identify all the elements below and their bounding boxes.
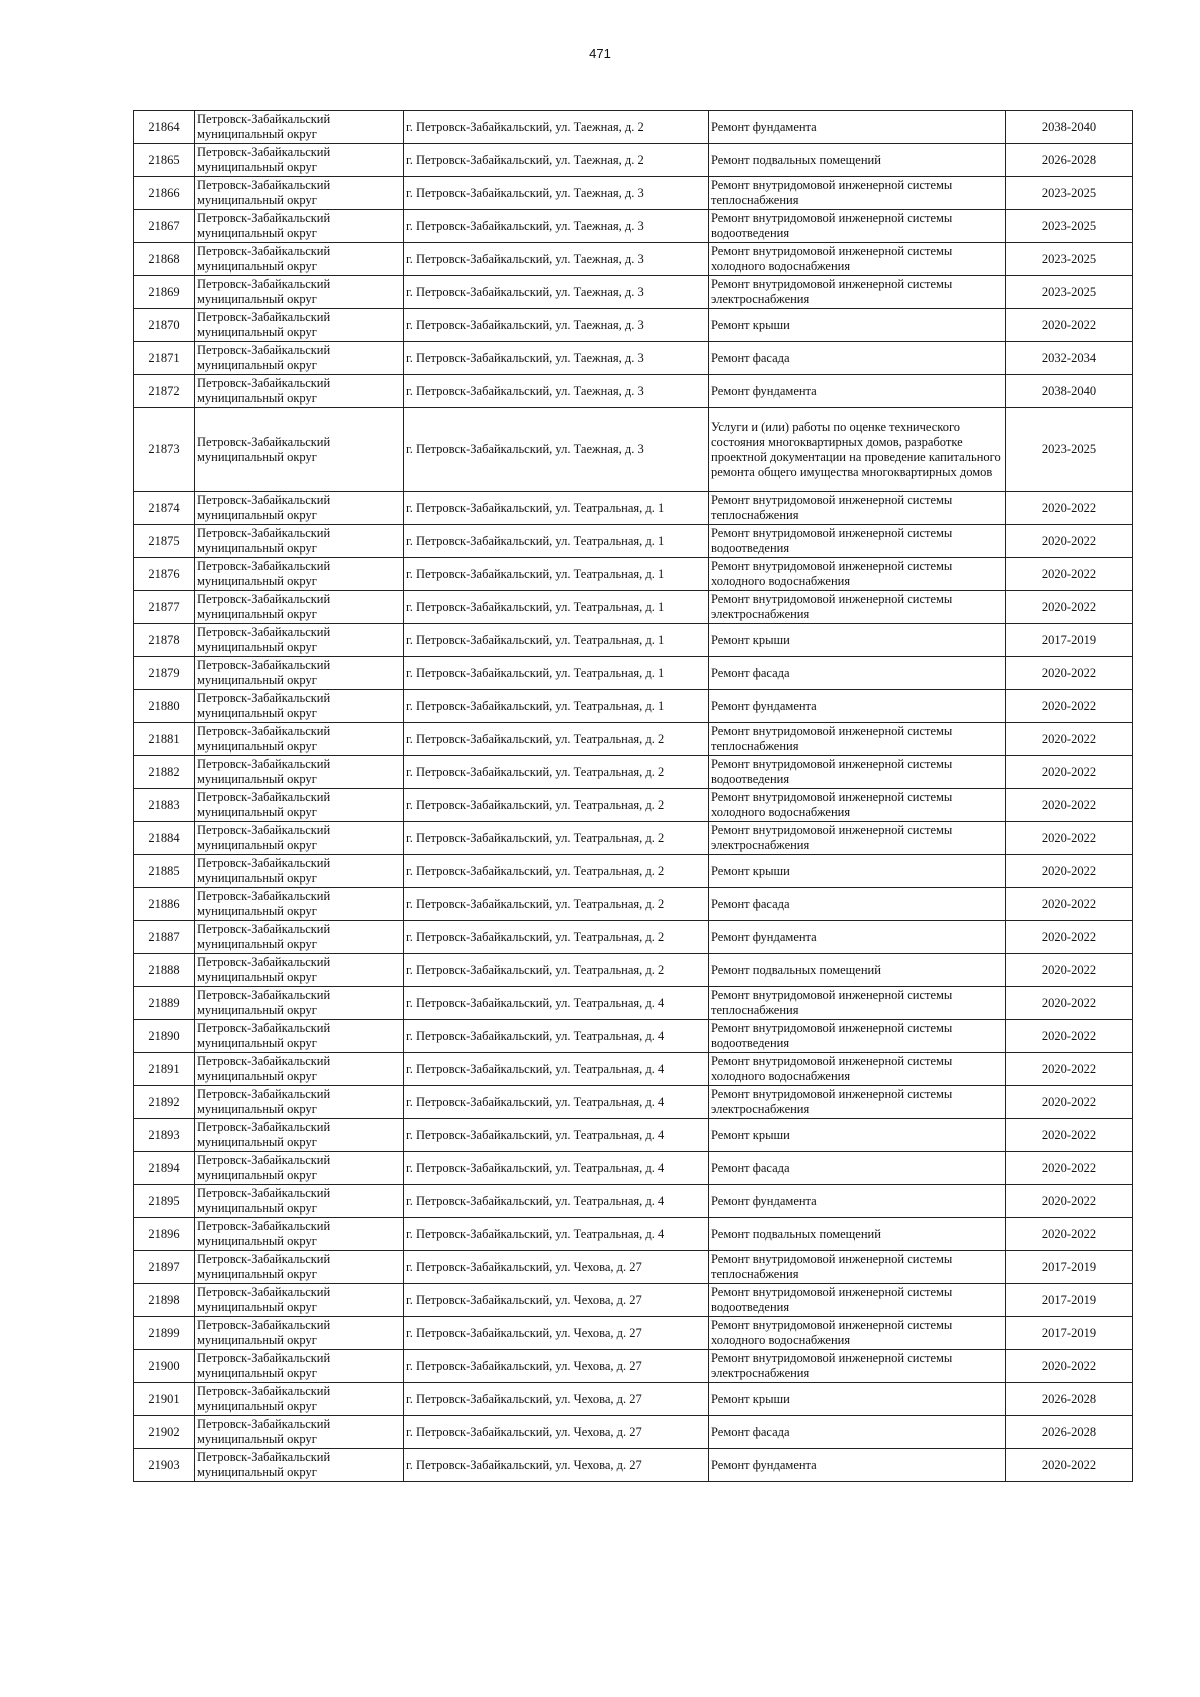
work-type-cell: Ремонт внутридомовой инженерной системы теплоснабжения	[709, 177, 1006, 210]
work-type-cell: Ремонт фасада	[709, 1416, 1006, 1449]
row-number-cell: 21893	[134, 1119, 195, 1152]
municipality-cell: Петровск-Забайкальский муниципальный округ	[195, 210, 404, 243]
work-type-cell: Ремонт крыши	[709, 309, 1006, 342]
municipality-cell: Петровск-Забайкальский муниципальный округ	[195, 657, 404, 690]
work-type-cell: Ремонт внутридомовой инженерной системы холодного водоснабжения	[709, 789, 1006, 822]
table-row	[134, 1119, 1133, 1152]
period-cell: 2020-2022	[1006, 1152, 1133, 1185]
municipality-cell: Петровск-Забайкальский муниципальный округ	[195, 525, 404, 558]
table-row	[134, 144, 1133, 177]
work-type-cell: Ремонт фундамента	[709, 921, 1006, 954]
municipality-cell: Петровск-Забайкальский муниципальный округ	[195, 408, 404, 492]
row-number-cell: 21892	[134, 1086, 195, 1119]
municipality-cell: Петровск-Забайкальский муниципальный округ	[195, 1152, 404, 1185]
table-row	[134, 558, 1133, 591]
row-number-cell: 21866	[134, 177, 195, 210]
work-type-cell: Ремонт фасада	[709, 1152, 1006, 1185]
work-type-cell: Ремонт крыши	[709, 1119, 1006, 1152]
address-cell: г. Петровск-Забайкальский, ул. Таежная, д. 3	[404, 177, 709, 210]
municipality-cell: Петровск-Забайкальский муниципальный округ	[195, 756, 404, 789]
work-type-cell: Ремонт крыши	[709, 624, 1006, 657]
table-row	[134, 954, 1133, 987]
row-number-cell: 21887	[134, 921, 195, 954]
address-cell: г. Петровск-Забайкальский, ул. Театральная, д. 2	[404, 789, 709, 822]
period-cell: 2020-2022	[1006, 525, 1133, 558]
table-row	[134, 1152, 1133, 1185]
table-row	[134, 177, 1133, 210]
work-type-cell: Ремонт фундамента	[709, 111, 1006, 144]
row-number-cell: 21899	[134, 1317, 195, 1350]
municipality-cell: Петровск-Забайкальский муниципальный округ	[195, 921, 404, 954]
table-row	[134, 408, 1133, 492]
address-cell: г. Петровск-Забайкальский, ул. Театральная, д. 4	[404, 1119, 709, 1152]
row-number-cell: 21874	[134, 492, 195, 525]
address-cell: г. Петровск-Забайкальский, ул. Чехова, д. 27	[404, 1416, 709, 1449]
table-row	[134, 1218, 1133, 1251]
period-cell: 2038-2040	[1006, 375, 1133, 408]
municipality-cell: Петровск-Забайкальский муниципальный округ	[195, 1317, 404, 1350]
table-row	[134, 492, 1133, 525]
address-cell: г. Петровск-Забайкальский, ул. Театральная, д. 1	[404, 492, 709, 525]
period-cell: 2023-2025	[1006, 243, 1133, 276]
municipality-cell: Петровск-Забайкальский муниципальный округ	[195, 1416, 404, 1449]
work-type-cell: Ремонт фасада	[709, 342, 1006, 375]
address-cell: г. Петровск-Забайкальский, ул. Театральная, д. 2	[404, 888, 709, 921]
period-cell: 2023-2025	[1006, 210, 1133, 243]
address-cell: г. Петровск-Забайкальский, ул. Таежная, д. 3	[404, 375, 709, 408]
table-row	[134, 987, 1133, 1020]
table-row	[134, 1317, 1133, 1350]
municipality-cell: Петровск-Забайкальский муниципальный округ	[195, 723, 404, 756]
work-type-cell: Ремонт фундамента	[709, 1449, 1006, 1482]
period-cell: 2017-2019	[1006, 1284, 1133, 1317]
period-cell: 2038-2040	[1006, 111, 1133, 144]
address-cell: г. Петровск-Забайкальский, ул. Театральная, д. 4	[404, 1020, 709, 1053]
work-type-cell: Ремонт внутридомовой инженерной системы водоотведения	[709, 1020, 1006, 1053]
address-cell: г. Петровск-Забайкальский, ул. Театральная, д. 2	[404, 723, 709, 756]
row-number-cell: 21864	[134, 111, 195, 144]
period-cell: 2023-2025	[1006, 276, 1133, 309]
row-number-cell: 21902	[134, 1416, 195, 1449]
municipality-cell: Петровск-Забайкальский муниципальный округ	[195, 591, 404, 624]
work-type-cell: Ремонт подвальных помещений	[709, 1218, 1006, 1251]
municipality-cell: Петровск-Забайкальский муниципальный округ	[195, 789, 404, 822]
row-number-cell: 21867	[134, 210, 195, 243]
table-row	[134, 822, 1133, 855]
municipality-cell: Петровск-Забайкальский муниципальный округ	[195, 111, 404, 144]
table-row	[134, 1284, 1133, 1317]
table-row	[134, 723, 1133, 756]
address-cell: г. Петровск-Забайкальский, ул. Таежная, д. 3	[404, 210, 709, 243]
row-number-cell: 21868	[134, 243, 195, 276]
address-cell: г. Петровск-Забайкальский, ул. Театральная, д. 2	[404, 855, 709, 888]
work-type-cell: Ремонт внутридомовой инженерной системы холодного водоснабжения	[709, 1317, 1006, 1350]
period-cell: 2020-2022	[1006, 492, 1133, 525]
period-cell: 2020-2022	[1006, 756, 1133, 789]
row-number-cell: 21869	[134, 276, 195, 309]
municipality-cell: Петровск-Забайкальский муниципальный округ	[195, 987, 404, 1020]
work-type-cell: Ремонт внутридомовой инженерной системы холодного водоснабжения	[709, 558, 1006, 591]
period-cell: 2020-2022	[1006, 822, 1133, 855]
municipality-cell: Петровск-Забайкальский муниципальный округ	[195, 624, 404, 657]
period-cell: 2032-2034	[1006, 342, 1133, 375]
table-row	[134, 855, 1133, 888]
work-type-cell: Ремонт фундамента	[709, 690, 1006, 723]
table-row	[134, 375, 1133, 408]
period-cell: 2020-2022	[1006, 1020, 1133, 1053]
work-type-cell: Ремонт внутридомовой инженерной системы водоотведения	[709, 756, 1006, 789]
municipality-cell: Петровск-Забайкальский муниципальный округ	[195, 1086, 404, 1119]
row-number-cell: 21876	[134, 558, 195, 591]
work-type-cell: Ремонт подвальных помещений	[709, 954, 1006, 987]
row-number-cell: 21901	[134, 1383, 195, 1416]
period-cell: 2020-2022	[1006, 591, 1133, 624]
row-number-cell: 21879	[134, 657, 195, 690]
period-cell: 2026-2028	[1006, 1416, 1133, 1449]
row-number-cell: 21883	[134, 789, 195, 822]
address-cell: г. Петровск-Забайкальский, ул. Театральная, д. 2	[404, 756, 709, 789]
address-cell: г. Петровск-Забайкальский, ул. Чехова, д. 27	[404, 1284, 709, 1317]
period-cell: 2026-2028	[1006, 144, 1133, 177]
table-row	[134, 525, 1133, 558]
period-cell: 2020-2022	[1006, 558, 1133, 591]
municipality-cell: Петровск-Забайкальский муниципальный округ	[195, 1053, 404, 1086]
municipality-cell: Петровск-Забайкальский муниципальный округ	[195, 888, 404, 921]
row-number-cell: 21871	[134, 342, 195, 375]
work-type-cell: Ремонт внутридомовой инженерной системы электроснабжения	[709, 1086, 1006, 1119]
row-number-cell: 21885	[134, 855, 195, 888]
municipality-cell: Петровск-Забайкальский муниципальный округ	[195, 822, 404, 855]
table-row	[134, 1251, 1133, 1284]
row-number-cell: 21884	[134, 822, 195, 855]
table-row	[134, 243, 1133, 276]
work-type-cell: Ремонт фундамента	[709, 375, 1006, 408]
address-cell: г. Петровск-Забайкальский, ул. Театральная, д. 4	[404, 987, 709, 1020]
row-number-cell: 21870	[134, 309, 195, 342]
work-type-cell: Ремонт внутридомовой инженерной системы водоотведения	[709, 525, 1006, 558]
row-number-cell: 21872	[134, 375, 195, 408]
address-cell: г. Петровск-Забайкальский, ул. Чехова, д. 27	[404, 1317, 709, 1350]
row-number-cell: 21888	[134, 954, 195, 987]
period-cell: 2020-2022	[1006, 888, 1133, 921]
table-row	[134, 789, 1133, 822]
period-cell: 2023-2025	[1006, 408, 1133, 492]
period-cell: 2020-2022	[1006, 657, 1133, 690]
table-row	[134, 1020, 1133, 1053]
table-row	[134, 624, 1133, 657]
row-number-cell: 21900	[134, 1350, 195, 1383]
work-type-cell: Ремонт внутридомовой инженерной системы водоотведения	[709, 210, 1006, 243]
table-row	[134, 591, 1133, 624]
page-number: 471	[589, 46, 611, 61]
row-number-cell: 21890	[134, 1020, 195, 1053]
address-cell: г. Петровск-Забайкальский, ул. Таежная, д. 3	[404, 309, 709, 342]
municipality-cell: Петровск-Забайкальский муниципальный округ	[195, 954, 404, 987]
period-cell: 2020-2022	[1006, 954, 1133, 987]
table-row	[134, 690, 1133, 723]
period-cell: 2020-2022	[1006, 1086, 1133, 1119]
row-number-cell: 21897	[134, 1251, 195, 1284]
work-type-cell: Ремонт внутридомовой инженерной системы электроснабжения	[709, 276, 1006, 309]
work-type-cell: Ремонт фасада	[709, 657, 1006, 690]
address-cell: г. Петровск-Забайкальский, ул. Театральная, д. 1	[404, 591, 709, 624]
municipality-cell: Петровск-Забайкальский муниципальный округ	[195, 342, 404, 375]
address-cell: г. Петровск-Забайкальский, ул. Театральная, д. 1	[404, 558, 709, 591]
address-cell: г. Петровск-Забайкальский, ул. Театральная, д. 1	[404, 624, 709, 657]
table-row	[134, 1383, 1133, 1416]
row-number-cell: 21895	[134, 1185, 195, 1218]
municipality-cell: Петровск-Забайкальский муниципальный округ	[195, 690, 404, 723]
address-cell: г. Петровск-Забайкальский, ул. Театральная, д. 1	[404, 525, 709, 558]
table-row	[134, 309, 1133, 342]
row-number-cell: 21894	[134, 1152, 195, 1185]
row-number-cell: 21878	[134, 624, 195, 657]
address-cell: г. Петровск-Забайкальский, ул. Театральная, д. 2	[404, 954, 709, 987]
period-cell: 2017-2019	[1006, 624, 1133, 657]
municipality-cell: Петровск-Забайкальский муниципальный округ	[195, 375, 404, 408]
address-cell: г. Петровск-Забайкальский, ул. Театральная, д. 4	[404, 1218, 709, 1251]
municipality-cell: Петровск-Забайкальский муниципальный округ	[195, 1284, 404, 1317]
work-type-cell: Ремонт крыши	[709, 855, 1006, 888]
municipality-cell: Петровск-Забайкальский муниципальный округ	[195, 855, 404, 888]
work-type-cell: Ремонт внутридомовой инженерной системы холодного водоснабжения	[709, 1053, 1006, 1086]
row-number-cell: 21889	[134, 987, 195, 1020]
address-cell: г. Петровск-Забайкальский, ул. Чехова, д. 27	[404, 1449, 709, 1482]
table-row	[134, 921, 1133, 954]
period-cell: 2020-2022	[1006, 789, 1133, 822]
period-cell: 2020-2022	[1006, 309, 1133, 342]
work-type-cell: Ремонт внутридомовой инженерной системы электроснабжения	[709, 1350, 1006, 1383]
municipality-cell: Петровск-Забайкальский муниципальный округ	[195, 276, 404, 309]
municipality-cell: Петровск-Забайкальский муниципальный округ	[195, 243, 404, 276]
municipality-cell: Петровск-Забайкальский муниципальный округ	[195, 1185, 404, 1218]
municipality-cell: Петровск-Забайкальский муниципальный округ	[195, 309, 404, 342]
address-cell: г. Петровск-Забайкальский, ул. Театральная, д. 4	[404, 1053, 709, 1086]
work-type-cell: Ремонт внутридомовой инженерной системы теплоснабжения	[709, 987, 1006, 1020]
period-cell: 2020-2022	[1006, 921, 1133, 954]
address-cell: г. Петровск-Забайкальский, ул. Таежная, д. 3	[404, 342, 709, 375]
work-type-cell: Ремонт внутридомовой инженерной системы электроснабжения	[709, 591, 1006, 624]
municipality-cell: Петровск-Забайкальский муниципальный округ	[195, 1350, 404, 1383]
period-cell: 2026-2028	[1006, 1383, 1133, 1416]
table-row	[134, 1185, 1133, 1218]
period-cell: 2020-2022	[1006, 1185, 1133, 1218]
municipality-cell: Петровск-Забайкальский муниципальный округ	[195, 1218, 404, 1251]
work-type-cell: Ремонт внутридомовой инженерной системы водоотведения	[709, 1284, 1006, 1317]
row-number-cell: 21875	[134, 525, 195, 558]
address-cell: г. Петровск-Забайкальский, ул. Театральная, д. 2	[404, 921, 709, 954]
table-body	[134, 111, 1133, 1482]
address-cell: г. Петровск-Забайкальский, ул. Чехова, д. 27	[404, 1350, 709, 1383]
work-type-cell: Услуги и (или) работы по оценке технического состояния многоквартирных домов, разработке проектной документации на проведение капитального ремонта общего имущества многоквартирных домов	[709, 408, 1006, 492]
period-cell: 2020-2022	[1006, 1053, 1133, 1086]
municipality-cell: Петровск-Забайкальский муниципальный округ	[195, 1020, 404, 1053]
address-cell: г. Петровск-Забайкальский, ул. Таежная, д. 3	[404, 276, 709, 309]
municipality-cell: Петровск-Забайкальский муниципальный округ	[195, 1251, 404, 1284]
table-row	[134, 210, 1133, 243]
address-cell: г. Петровск-Забайкальский, ул. Таежная, д. 2	[404, 144, 709, 177]
address-cell: г. Петровск-Забайкальский, ул. Театральная, д. 4	[404, 1185, 709, 1218]
work-type-cell: Ремонт внутридомовой инженерной системы электроснабжения	[709, 822, 1006, 855]
table-row	[134, 1053, 1133, 1086]
table-row	[134, 657, 1133, 690]
municipality-cell: Петровск-Забайкальский муниципальный округ	[195, 558, 404, 591]
row-number-cell: 21898	[134, 1284, 195, 1317]
work-type-cell: Ремонт внутридомовой инженерной системы теплоснабжения	[709, 1251, 1006, 1284]
work-type-cell: Ремонт внутридомовой инженерной системы холодного водоснабжения	[709, 243, 1006, 276]
row-number-cell: 21886	[134, 888, 195, 921]
address-cell: г. Петровск-Забайкальский, ул. Таежная, д. 2	[404, 111, 709, 144]
row-number-cell: 21891	[134, 1053, 195, 1086]
work-type-cell: Ремонт крыши	[709, 1383, 1006, 1416]
municipality-cell: Петровск-Забайкальский муниципальный округ	[195, 144, 404, 177]
period-cell: 2020-2022	[1006, 690, 1133, 723]
row-number-cell: 21877	[134, 591, 195, 624]
address-cell: г. Петровск-Забайкальский, ул. Таежная, д. 3	[404, 243, 709, 276]
table-row	[134, 342, 1133, 375]
address-cell: г. Петровск-Забайкальский, ул. Театральная, д. 1	[404, 657, 709, 690]
repair-schedule-table	[133, 110, 1133, 1482]
period-cell: 2020-2022	[1006, 723, 1133, 756]
period-cell: 2020-2022	[1006, 855, 1133, 888]
row-number-cell: 21903	[134, 1449, 195, 1482]
work-type-cell: Ремонт внутридомовой инженерной системы теплоснабжения	[709, 492, 1006, 525]
work-type-cell: Ремонт внутридомовой инженерной системы теплоснабжения	[709, 723, 1006, 756]
municipality-cell: Петровск-Забайкальский муниципальный округ	[195, 177, 404, 210]
period-cell: 2020-2022	[1006, 987, 1133, 1020]
period-cell: 2023-2025	[1006, 177, 1133, 210]
municipality-cell: Петровск-Забайкальский муниципальный округ	[195, 1119, 404, 1152]
table-row	[134, 756, 1133, 789]
address-cell: г. Петровск-Забайкальский, ул. Театральная, д. 4	[404, 1086, 709, 1119]
table-row	[134, 111, 1133, 144]
address-cell: г. Петровск-Забайкальский, ул. Театральная, д. 2	[404, 822, 709, 855]
table-row	[134, 276, 1133, 309]
row-number-cell: 21880	[134, 690, 195, 723]
municipality-cell: Петровск-Забайкальский муниципальный округ	[195, 492, 404, 525]
work-type-cell: Ремонт фасада	[709, 888, 1006, 921]
municipality-cell: Петровск-Забайкальский муниципальный округ	[195, 1449, 404, 1482]
table-row	[134, 888, 1133, 921]
row-number-cell: 21882	[134, 756, 195, 789]
table-row	[134, 1350, 1133, 1383]
work-type-cell: Ремонт фундамента	[709, 1185, 1006, 1218]
table-row	[134, 1449, 1133, 1482]
period-cell: 2020-2022	[1006, 1119, 1133, 1152]
address-cell: г. Петровск-Забайкальский, ул. Чехова, д. 27	[404, 1383, 709, 1416]
period-cell: 2020-2022	[1006, 1218, 1133, 1251]
row-number-cell: 21865	[134, 144, 195, 177]
table-row	[134, 1416, 1133, 1449]
municipality-cell: Петровск-Забайкальский муниципальный округ	[195, 1383, 404, 1416]
address-cell: г. Петровск-Забайкальский, ул. Таежная, д. 3	[404, 408, 709, 492]
address-cell: г. Петровск-Забайкальский, ул. Театральная, д. 4	[404, 1152, 709, 1185]
work-type-cell: Ремонт подвальных помещений	[709, 144, 1006, 177]
period-cell: 2017-2019	[1006, 1251, 1133, 1284]
period-cell: 2017-2019	[1006, 1317, 1133, 1350]
period-cell: 2020-2022	[1006, 1350, 1133, 1383]
table-row	[134, 1086, 1133, 1119]
row-number-cell: 21881	[134, 723, 195, 756]
row-number-cell: 21896	[134, 1218, 195, 1251]
address-cell: г. Петровск-Забайкальский, ул. Театральная, д. 1	[404, 690, 709, 723]
address-cell: г. Петровск-Забайкальский, ул. Чехова, д. 27	[404, 1251, 709, 1284]
row-number-cell: 21873	[134, 408, 195, 492]
period-cell: 2020-2022	[1006, 1449, 1133, 1482]
